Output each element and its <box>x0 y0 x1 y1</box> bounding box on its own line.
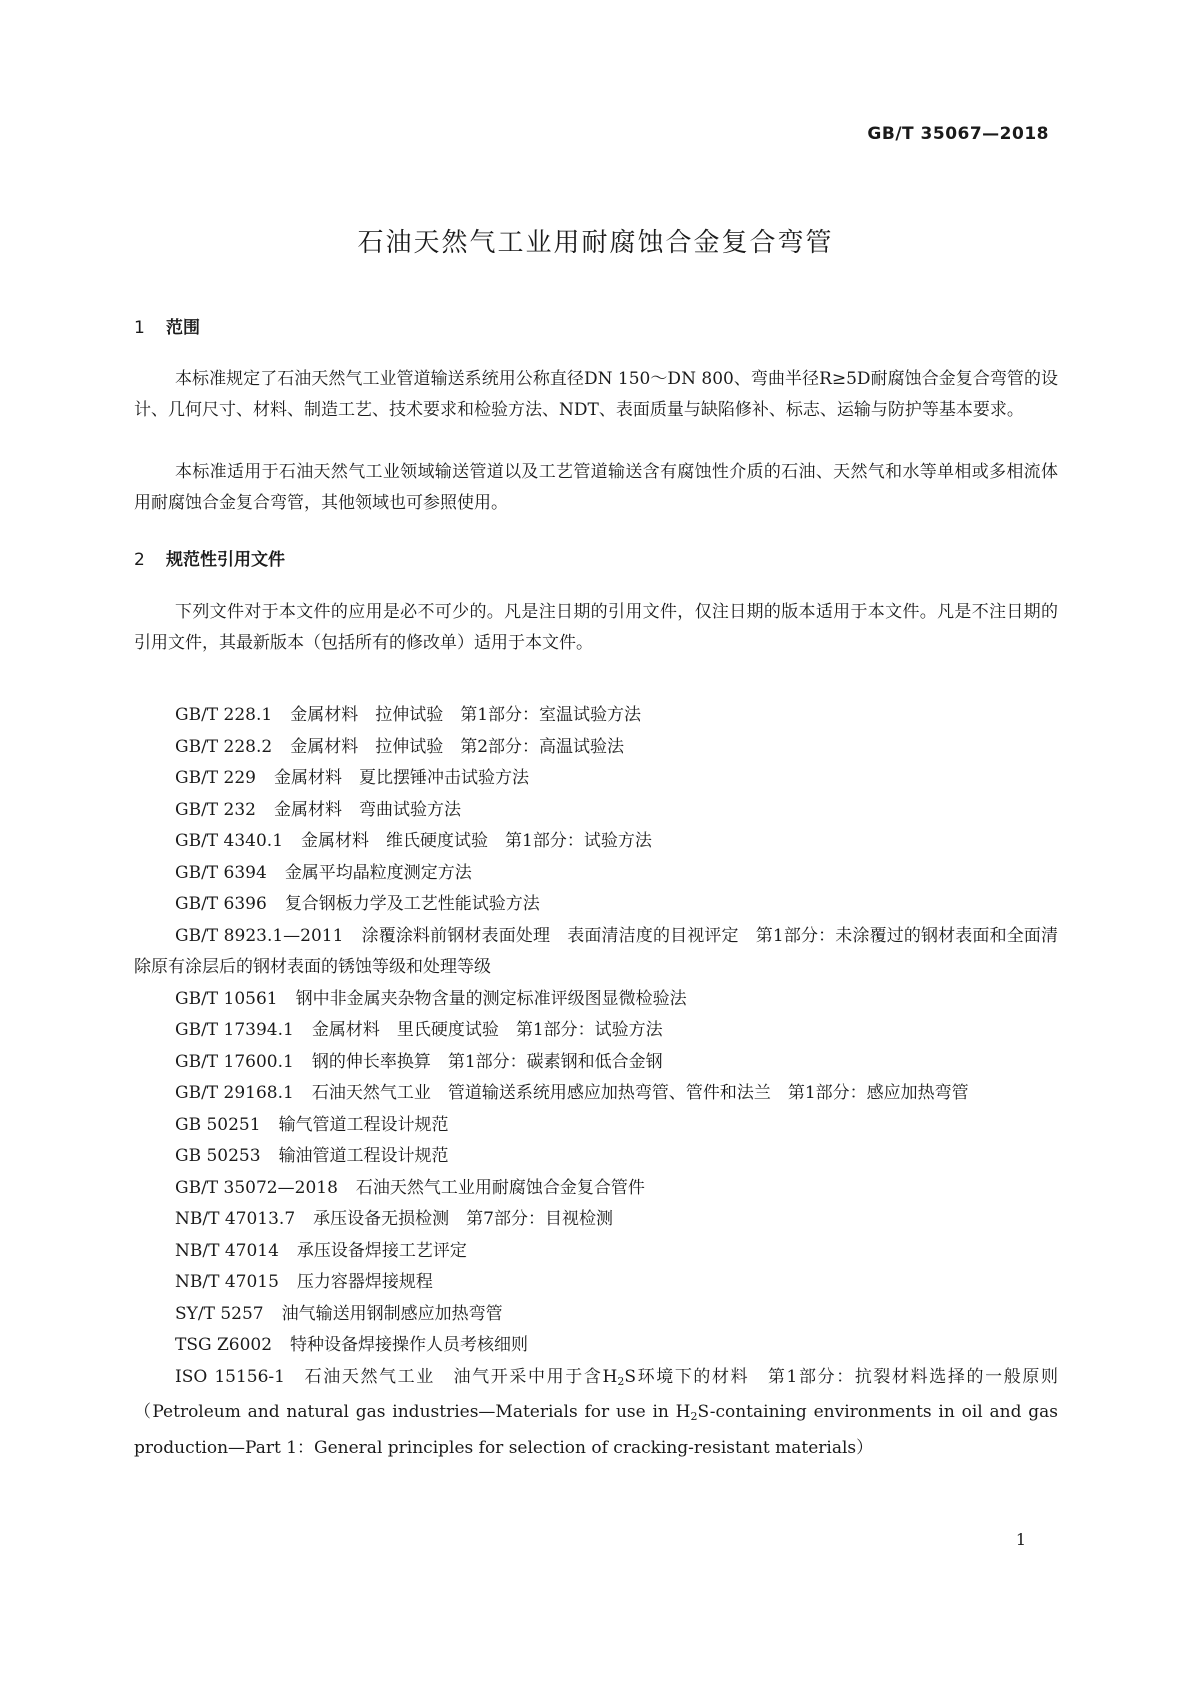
section-1-heading <box>134 313 200 338</box>
reference-title-part-a: 石油天然气工业 油气开采中用于含H <box>302 1366 618 1387</box>
reference-list <box>134 700 1058 1464</box>
references-intro: 下列文件对于本文件的应用是必不可少的。凡是注日期的引用文件，仅注日期的版本适用于本文件。凡是不注日期的引用文件，其最新版本（包括所有的修改单）适用于本文件。 <box>134 602 1058 653</box>
subscript-2: 2 <box>617 1374 625 1388</box>
reference-item <box>134 732 1058 764</box>
reference-title: 金属材料 维氏硬度试验 第1部分：试验方法 <box>301 831 652 851</box>
reference-title: 金属材料 里氏硬度试验 第1部分：试验方法 <box>311 1020 663 1040</box>
reference-code: GB 50251 <box>175 1114 261 1135</box>
reference-code: GB/T 10561 <box>175 988 278 1009</box>
reference-code: GB/T 17600.1 <box>175 1051 294 1072</box>
document-title: 石油天然气工业用耐腐蚀合金复合弯管 <box>357 228 834 258</box>
reference-title: 金属材料 弯曲试验方法 <box>274 799 461 820</box>
reference-title: 输油管道工程设计规范 <box>278 1146 449 1166</box>
reference-title: 特种设备焊接操作人员考核细则 <box>290 1335 529 1355</box>
reference-item <box>134 1173 1058 1205</box>
reference-item <box>134 700 1058 732</box>
reference-title: 金属材料 拉伸试验 第1部分：室温试验方法 <box>290 705 642 725</box>
reference-title: 金属平均晶粒度测定方法 <box>284 862 472 883</box>
reference-title: 承压设备无损检测 第7部分：目视检测 <box>313 1209 613 1229</box>
reference-title: 金属材料 夏比摆锤冲击试验方法 <box>274 768 529 788</box>
reference-code: GB/T 8923.1—2011 <box>175 925 344 946</box>
scope-paragraph-1: 本标准规定了石油天然气工业管道输送系统用公称直径DN 150～DN 800、弯曲半径R≥5D耐腐蚀合金复合弯管的设计、几何尺寸、材料、制造工艺、技术要求和检验方法、NDT、表面质量与缺陷修补、标志、运输与防护等基本要求。 <box>134 369 1058 420</box>
section-2-number: 2 <box>134 550 145 570</box>
reference-item <box>134 984 1058 1016</box>
reference-item <box>134 763 1058 795</box>
reference-item <box>134 1078 1058 1110</box>
reference-title: 复合钢板力学及工艺性能试验方法 <box>284 894 540 914</box>
reference-title: 石油天然气工业用耐腐蚀合金复合管件 <box>355 1177 645 1198</box>
reference-title: 金属材料 拉伸试验 第2部分：高温试验法 <box>290 736 625 757</box>
reference-item-iso <box>134 1362 1058 1465</box>
reference-item <box>134 826 1058 858</box>
reference-code: ISO 15156-1 <box>175 1366 285 1387</box>
page-number: 1 <box>1015 1530 1026 1549</box>
reference-code: GB/T 35072—2018 <box>175 1177 338 1198</box>
reference-code: GB/T 232 <box>175 799 256 820</box>
reference-item <box>134 795 1058 827</box>
reference-title: 承压设备焊接工艺评定 <box>296 1240 467 1261</box>
reference-code: GB 50253 <box>175 1146 261 1166</box>
section-2-heading <box>134 545 285 570</box>
reference-title: 压力容器焊接规程 <box>296 1272 433 1292</box>
reference-item <box>134 1110 1058 1142</box>
reference-item <box>134 921 1058 984</box>
reference-item <box>134 889 1058 921</box>
reference-code: NB/T 47014 <box>175 1240 279 1261</box>
section-2-title: 规范性引用文件 <box>166 550 285 570</box>
reference-code: GB/T 29168.1 <box>175 1083 294 1103</box>
reference-item <box>134 1267 1058 1299</box>
reference-code: GB/T 229 <box>175 768 256 788</box>
reference-item <box>134 1141 1058 1173</box>
standard-number: GB/T 35067—2018 <box>867 124 1049 144</box>
reference-title: 油气输送用钢制感应加热弯管 <box>281 1303 503 1324</box>
reference-code: TSG Z6002 <box>175 1335 273 1355</box>
reference-title: 钢中非金属夹杂物含量的测定标准评级图显微检验法 <box>295 988 687 1009</box>
reference-code: GB/T 6394 <box>175 862 267 883</box>
reference-item <box>134 1204 1058 1236</box>
reference-title: 输气管道工程设计规范 <box>278 1114 449 1135</box>
reference-code: GB/T 228.2 <box>175 736 273 757</box>
reference-item <box>134 1015 1058 1047</box>
reference-code: GB/T 228.1 <box>175 705 273 725</box>
reference-code: NB/T 47013.7 <box>175 1209 296 1229</box>
scope-paragraph-2: 本标准适用于石油天然气工业领域输送管道以及工艺管道输送含有腐蚀性介质的石油、天然气和水等单相或多相流体用耐腐蚀合金复合弯管，其他领域也可参照使用。 <box>134 462 1058 513</box>
section-1-title: 范围 <box>166 318 200 338</box>
reference-code: GB/T 4340.1 <box>175 831 284 851</box>
reference-title: 钢的伸长率换算 第1部分：碳素钢和低合金钢 <box>311 1051 663 1072</box>
reference-title-part-b: S环境下的材料 第1部分：抗裂材料选择的一般原则（Petroleum and natural gas industries—Materials for use in H <box>134 1366 1058 1422</box>
reference-item <box>134 1047 1058 1079</box>
section-1-number: 1 <box>134 318 145 338</box>
reference-code: SY/T 5257 <box>175 1303 264 1324</box>
reference-code: GB/T 17394.1 <box>175 1020 294 1040</box>
reference-title: 涂覆涂料前钢材表面处理 表面清洁度的目视评定 第1部分：未涂覆过的钢材表面和全面清除原有涂层后的钢材表面的锈蚀等级和处理等级 <box>134 925 1058 977</box>
reference-item <box>134 858 1058 890</box>
reference-code: GB/T 6396 <box>175 894 267 914</box>
reference-item <box>134 1299 1058 1331</box>
reference-item <box>134 1236 1058 1268</box>
reference-code: NB/T 47015 <box>175 1272 279 1292</box>
subscript-2: 2 <box>690 1410 698 1423</box>
reference-item <box>134 1330 1058 1362</box>
reference-title-part-c: S-containing environments in oil and gas production—Part 1：General principles for selection of cracking-resistant materials） <box>134 1402 1058 1458</box>
reference-title: 石油天然气工业 管道输送系统用感应加热弯管、管件和法兰 第1部分：感应加热弯管 <box>311 1083 969 1103</box>
